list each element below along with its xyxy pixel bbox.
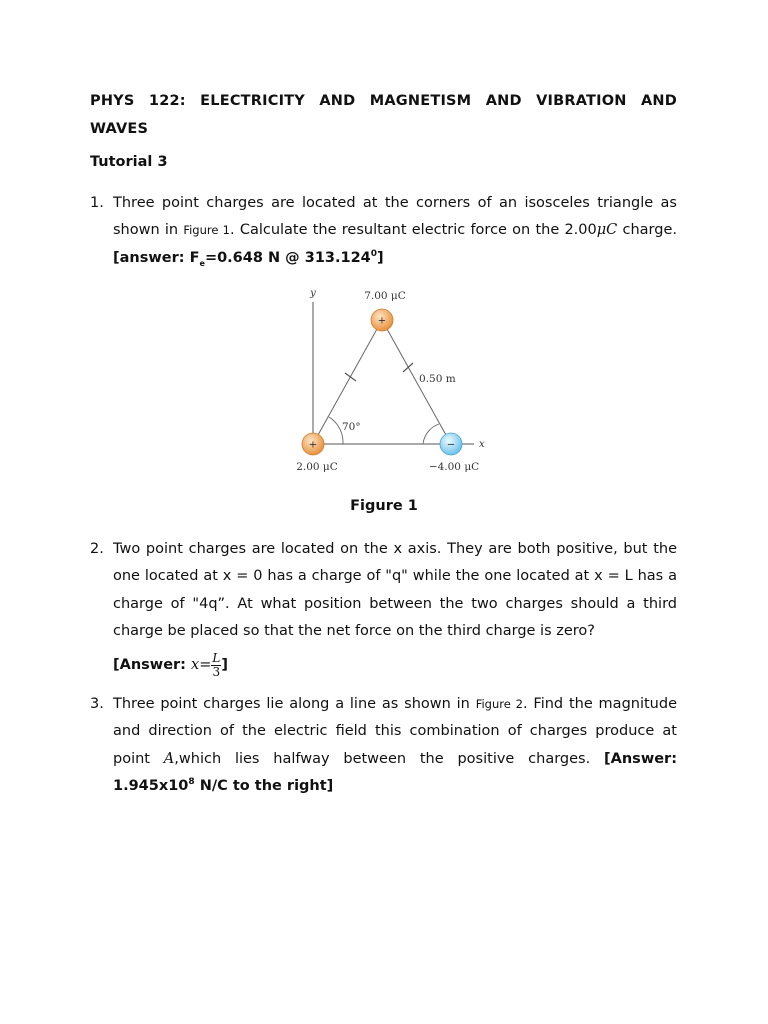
figure-caption: Figure 1 [350,498,418,514]
answer-subscript: e [199,258,205,268]
question-text-part: . Calculate the resultant electric force on the 2.00 [230,222,597,239]
question-2 [90,536,677,683]
question-text-part: Two point charges are located on the x axis. They are both positive, but the one located at x = 0 has a charge of "q" while the one located at x = L has a charge of "4q”. At what position between the two charges should a third charge be placed so that the net force on the third charge is zero? [113,541,677,639]
answer-part: ] [377,249,384,266]
answer [113,250,384,266]
figure-reference: Figure 2 [475,697,523,711]
question-text-part: ,which lies halfway between the positive charges. [174,750,605,767]
answer-part: ] [221,657,228,674]
answer-superscript: 0 [370,248,378,259]
unit-symbol: μC [596,222,618,239]
answer-formula [191,650,221,679]
figure-1 [286,284,496,476]
fraction-numerator: L [212,650,221,665]
title-line-2: WAVES [90,120,149,137]
answer-superscript: 8 [188,777,195,788]
answer-part: [answer: F [113,249,200,266]
plus-sign: + [377,315,387,327]
answer-part: [Answer: [113,657,186,674]
plus-sign: + [308,439,318,451]
angle-arc-right [423,424,439,444]
question-text-part: . Find the magnitude and direction of the electric field this combination of charges produce at point [113,696,677,767]
formula-variable: x [191,657,200,674]
formula-equals: = [199,657,212,674]
point-symbol: A [163,750,175,767]
title-line-1: PHYS 122: ELECTRICITY AND MAGNETISM AND VIBRATION AND [90,93,677,109]
top-charge-label: 7.00 μC [364,290,406,302]
question-3 [90,691,677,800]
answer-part: [Answer: 1.945x10 [113,750,677,794]
minus-sign: − [446,439,456,451]
question-number: 2. [90,541,104,557]
equal-side-tick [403,363,413,372]
document-title [90,88,677,143]
question-text [113,691,677,800]
angle-arc-left [329,417,343,444]
right-charge-label: −4.00 μC [428,461,480,473]
question-number: 1. [90,195,104,211]
side-length-label: 0.50 m [419,373,456,385]
equal-side-tick [345,373,356,381]
formula-fraction [211,652,221,679]
question-text-part: Three point charges are located at the corners of an isosceles triangle as shown in [113,195,677,239]
tutorial-heading: Tutorial 3 [90,154,168,170]
x-axis-label: x [479,439,485,450]
answer-part: N/C to the right] [194,777,334,794]
y-axis-label: y [310,288,316,299]
question-text-part: Three point charges lie along a line as shown in [113,696,476,712]
question-text [113,536,677,645]
figure-reference: Figure 1 [183,223,230,238]
angle-label: 70° [342,421,361,433]
question-text-part: charge. [617,222,677,239]
fraction-denominator: 3 [212,664,221,679]
question-text [113,190,677,272]
question-1 [90,190,677,272]
answer-part: =0.648 N @ 313.124 [204,249,371,266]
answer [113,647,677,683]
left-charge-label: 2.00 μC [296,461,338,473]
triangle-charge-diagram [286,284,496,476]
question-number: 3. [90,696,104,712]
